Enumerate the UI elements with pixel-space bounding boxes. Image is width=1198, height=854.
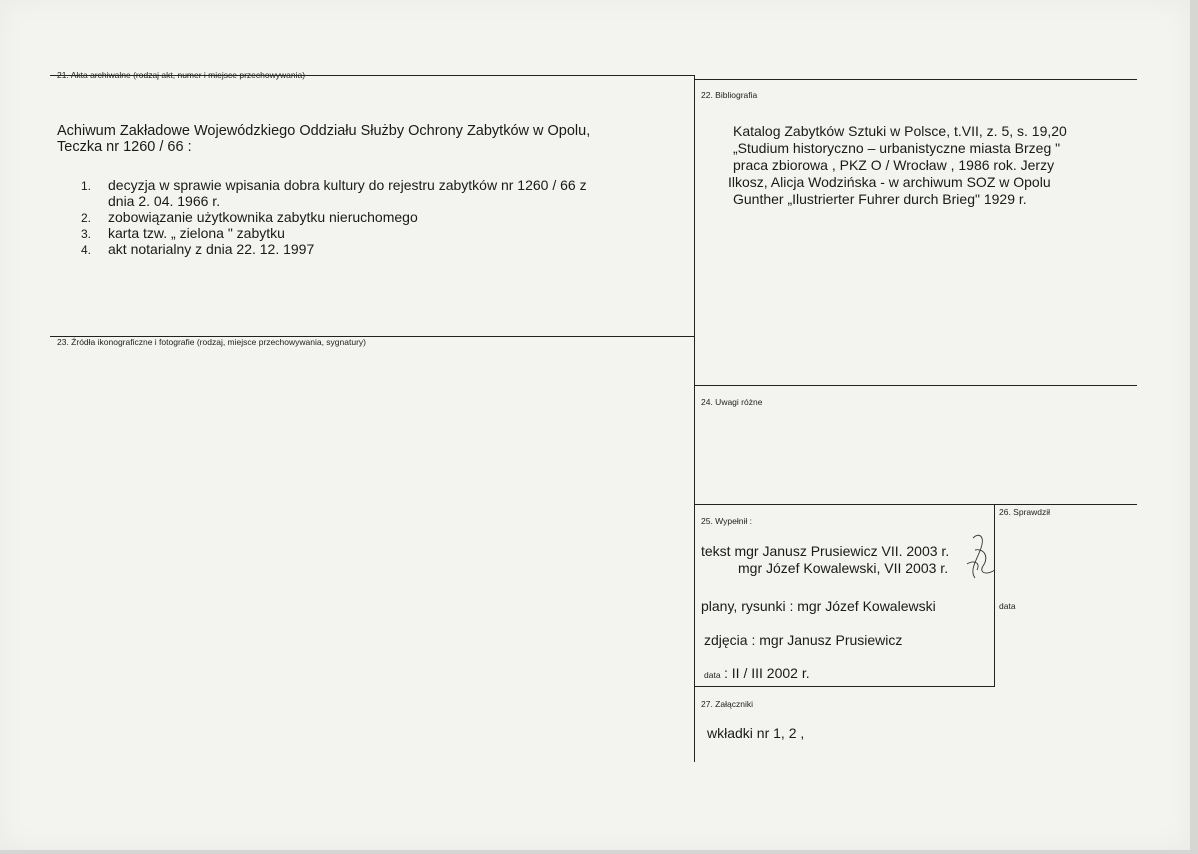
- bibliography-line: Katalog Zabytków Sztuki w Polsce, t.VII, z. 5, s. 19,20: [733, 123, 1067, 139]
- archive-intro-line1: Achiwum Zakładowe Wojewódzkiego Oddziału Służby Ochrony Zabytków w Opolu,: [57, 123, 591, 139]
- archive-document-item: [81, 225, 587, 241]
- item-text: zobowiązanie użytkownika zabytku nieruchomego: [108, 209, 418, 225]
- item-text: karta tzw. „ zielona " zabytku: [108, 225, 285, 241]
- section-22-heading: 22. Bibliografia: [701, 90, 758, 100]
- item-number: 2.: [81, 211, 92, 225]
- bibliography-line: Ilkosz, Alicja Wodzińska - w archiwum SOZ w Opolu: [728, 174, 1051, 190]
- top-rule-right: [695, 79, 1137, 80]
- attachments-value: wkładki nr 1, 2 ,: [707, 725, 805, 741]
- date-value-25: : II / III 2002 r.: [724, 665, 810, 681]
- bibliography-line: Gunther „Ilustrierter Fuhrer durch Brieg" 1929 r.: [733, 191, 1027, 207]
- bibliography-line: praca zbiorowa , PKZ O / Wrocław , 1986 rok. Jerzy: [733, 157, 1055, 173]
- section-26-heading: 26. Sprawdził: [999, 507, 1051, 517]
- tekst-author-line2: mgr Józef Kowalewski, VII 2003 r.: [738, 560, 949, 576]
- item-text: dnia 2. 04. 1966 r.: [108, 193, 221, 209]
- rule-24: [695, 385, 1137, 386]
- tekst-author-line1: tekst mgr Janusz Prusiewicz VII. 2003 r.: [701, 543, 950, 559]
- archive-documents-list: [81, 177, 587, 257]
- item-number: 1.: [81, 179, 92, 193]
- section-21-heading: 21. Akta archiwalne (rodzaj akt, numer i miejsce przechowywania): [57, 70, 306, 80]
- archive-document-item: [81, 241, 587, 257]
- signature-mark: [955, 530, 1005, 590]
- center-divider: [694, 75, 695, 762]
- section-27-heading: 27. Załączniki: [701, 699, 753, 709]
- item-number: 4.: [81, 243, 92, 257]
- archive-document-item: [81, 209, 587, 225]
- archive-intro-line2: Teczka nr 1260 / 66 :: [57, 139, 192, 155]
- plany-line: plany, rysunki : mgr Józef Kowalewski: [701, 598, 936, 614]
- item-text: decyzja w sprawie wpisania dobra kultury do rejestru zabytków nr 1260 / 66 z: [108, 177, 587, 193]
- date-label-25: data: [704, 670, 721, 680]
- rule-25: [695, 504, 1137, 505]
- zdjecia-line: zdjęcia : mgr Janusz Prusiewicz: [704, 632, 903, 648]
- section-23-heading: 23. Źródła ikonograficzne i fotografie (rodzaj, miejsce przechowywania, sygnatury): [57, 337, 366, 347]
- section-24-heading: 24. Uwagi różne: [701, 397, 763, 407]
- item-number: 3.: [81, 227, 92, 241]
- date-label-26: data: [999, 601, 1016, 611]
- section-25-heading: 25. Wypełnił :: [701, 516, 752, 526]
- bibliography-line: „Studium historyczno – urbanistyczne miasta Brzeg ": [733, 140, 1061, 156]
- item-text: akt notarialny z dnia 22. 12. 1997: [108, 241, 315, 257]
- bibliography-block: [728, 123, 1067, 208]
- archive-document-item: [81, 177, 587, 209]
- rule-27: [695, 686, 995, 687]
